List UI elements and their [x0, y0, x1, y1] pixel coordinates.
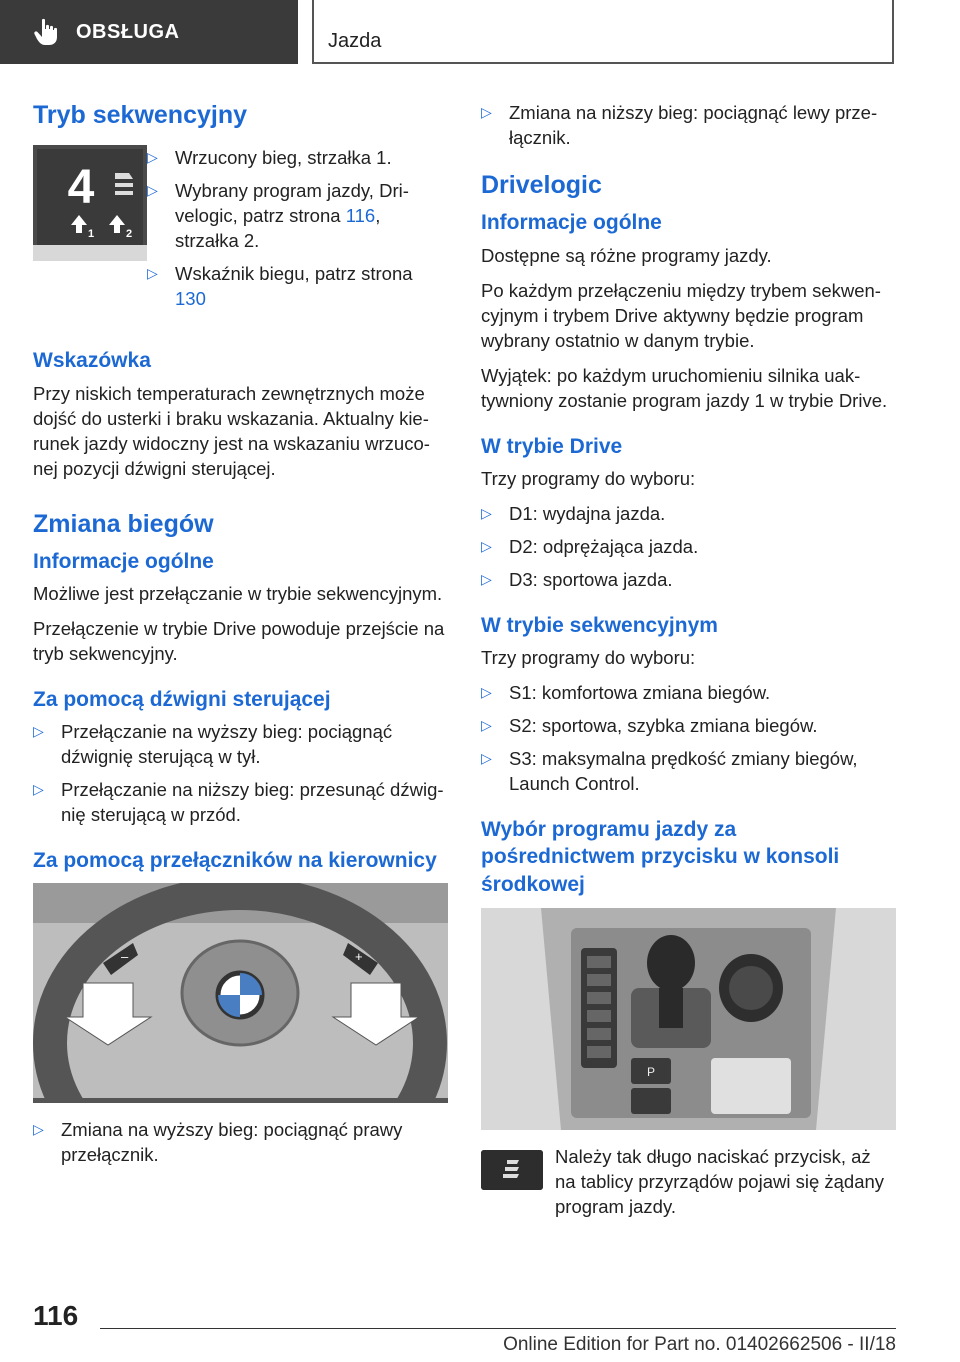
page-footer	[0, 1290, 960, 1362]
list-item: ▷ Wskaźnik biegu, patrz strona 130	[147, 263, 413, 310]
heading-informacje-ogolne: Informacje ogólne	[33, 549, 214, 573]
heading-wskazowka: Wskazówka	[33, 349, 151, 373]
drive-programs-list	[481, 501, 896, 592]
list-item: ▷ S2: sportowa, szybka zmiana biegów.	[481, 715, 818, 737]
heading-zmiana-biegow: Zmiana biegów	[33, 509, 214, 538]
arrow-marker-2: 2	[126, 228, 133, 241]
triangle-bullet-icon: ▷	[481, 504, 492, 521]
list-item: ▷ S3: maksymalna prędkość zmiany biegów, Launch Control.	[481, 748, 858, 795]
seq-intro: Trzy programy do wyboru:	[481, 647, 696, 669]
triangle-bullet-icon: ▷	[481, 750, 492, 767]
triangle-bullet-icon: ▷	[33, 781, 44, 798]
triangle-bullet-icon: ▷	[147, 149, 158, 166]
triangle-bullet-icon: ▷	[481, 717, 492, 734]
list-item: ▷ Przełączanie na wyższy bieg: pociągnąć dźwignię sterującą w tył.	[33, 721, 393, 768]
center-console-image	[481, 908, 896, 1130]
gear-indicator-block	[33, 145, 448, 329]
section-tab	[0, 0, 298, 64]
list-item: ▷ D1: wydajna jazda.	[481, 502, 666, 524]
right-column	[481, 100, 896, 1229]
gear-info-list	[147, 145, 448, 319]
heading-w-trybie-sekwencyjnym: W trybie sekwencyjnym	[481, 613, 718, 637]
steering-wheel-image	[33, 883, 448, 1103]
page-link-130[interactable]: 130	[175, 288, 206, 310]
gear-display-graphic	[33, 145, 147, 261]
console-button-label: P	[646, 1065, 656, 1080]
left-column	[33, 100, 448, 1177]
page-link-116[interactable]: 116	[345, 205, 376, 227]
heading-przelaczniki: Za pomocą przełączników na kierownicy	[33, 849, 437, 873]
info-paragraph-1: Możliwe jest przełączanie w trybie sekwencyjnym.	[33, 583, 443, 605]
list-item: ▷ Wrzucony bieg, strzałka 1.	[147, 147, 392, 169]
plus-label: +	[355, 948, 363, 964]
chapter-label: Jazda	[328, 30, 382, 52]
heading-informacje-ogolne-2: Informacje ogólne	[481, 211, 662, 235]
triangle-bullet-icon: ▷	[33, 1120, 44, 1137]
drivelogic-button-icon	[481, 1150, 543, 1190]
heading-tryb-sekwencyjny: Tryb sekwencyjny	[33, 101, 248, 129]
triangle-bullet-icon: ▷	[33, 723, 44, 740]
downshift-list	[481, 100, 896, 150]
dzwignia-list	[33, 719, 448, 827]
drivelogic-paragraph-2: Po każdym przełączeniu między trybem sekwencyjnym i trybem Drive aktywny będzie program wybrany ostatnio w danym trybie.	[481, 279, 881, 351]
triangle-bullet-icon: ▷	[147, 265, 158, 282]
chapter-tab	[312, 0, 894, 64]
triangle-bullet-icon: ▷	[147, 182, 158, 199]
hand-pointer-icon	[34, 18, 62, 46]
wheel-list	[33, 1117, 448, 1167]
list-item: ▷ D2: odprężająca jazda.	[481, 535, 699, 557]
heading-wybor-programu: Wybór programu jazdy za pośrednictwem przycisku w konsoli środkowej	[481, 818, 840, 896]
heading-drivelogic: Drivelogic	[481, 171, 602, 199]
info-paragraph-2: Przełączenie w trybie Drive powoduje przejście na tryb sekwencyjny.	[33, 618, 445, 665]
triangle-bullet-icon: ▷	[481, 684, 492, 701]
page-number: 116	[33, 1300, 79, 1331]
triangle-bullet-icon: ▷	[481, 104, 492, 120]
wskazowka-text: Przy niskich temperaturach zewnętrznych może dojść do usterki i braku wskazania. Aktualny kierunek jazdy widoczny jest na wskazaniu wrzuconej pozycji dźwigni sterującej.	[33, 382, 430, 479]
triangle-bullet-icon: ▷	[481, 570, 492, 587]
list-item: ▷ Zmiana na niższy bieg: pociągnąć lewy przełącznik.	[481, 102, 878, 148]
steering-wheel-graphic	[33, 883, 448, 1103]
edition-text: Online Edition for Part no. 01402662506 - II/18	[503, 1334, 896, 1355]
heading-dzwignia: Za pomocą dźwigni sterującej	[33, 688, 331, 712]
drive-intro: Trzy programy do wyboru:	[481, 467, 696, 489]
seq-programs-list	[481, 680, 896, 796]
minus-label: –	[121, 948, 129, 964]
triangle-bullet-icon: ▷	[481, 537, 492, 554]
list-item: ▷ Przełączanie na niższy bieg: przesunąć dźwignię sterującą w przód.	[33, 779, 444, 826]
list-item: ▷ Zmiana na wyższy bieg: pociągnąć prawy przełącznik.	[33, 1118, 403, 1165]
drivelogic-paragraph-1: Dostępne są różne programy jazdy.	[481, 244, 772, 266]
list-item: ▷ Wybrany program jazdy, Drivelogic, patrz strona 116, strzałka 2.	[147, 180, 409, 252]
list-item: ▷ D3: sportowa jazda.	[481, 568, 673, 590]
arrow-marker-1: 1	[88, 228, 95, 241]
section-label: OBSŁUGA	[76, 20, 180, 43]
page-header	[0, 0, 960, 66]
gear-number: 4	[67, 161, 95, 215]
wybor-text: Należy tak długo naciskać przycisk, aż na tablicy przyrządów pojawi się żądany program jazdy.	[555, 1146, 885, 1218]
heading-w-trybie-drive: W trybie Drive	[481, 434, 623, 458]
gear-display-image	[33, 145, 147, 261]
drivelogic-paragraph-3: Wyjątek: po każdym uruchomieniu silnika uaktywniony zostanie program jazdy 1 w trybie Drive.	[481, 364, 888, 411]
footer-divider	[100, 1328, 896, 1329]
drivelogic-button-row	[481, 1144, 896, 1229]
list-item: ▷ S1: komfortowa zmiana biegów.	[481, 682, 771, 704]
center-console-graphic	[481, 908, 896, 1130]
